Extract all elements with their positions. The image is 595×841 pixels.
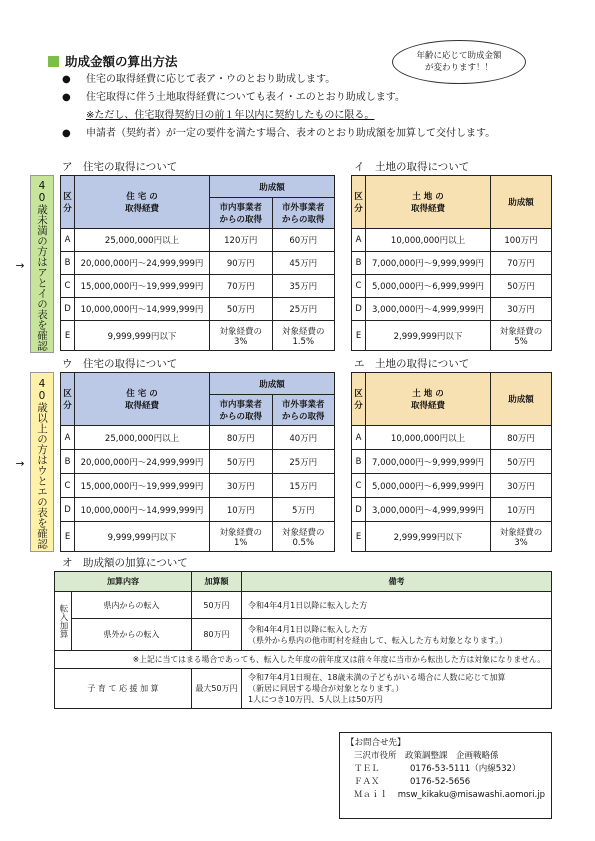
header-cost: 土 地 の 取得経費 <box>366 176 491 229</box>
header-amount: 加算額 <box>192 572 242 592</box>
speech-bubble: 年齢に応じて助成金額 が変わります！！ <box>392 40 526 84</box>
group-label: 転入加算 <box>55 592 72 651</box>
table-row: A 25,000,000円以上 80万円 40万円 <box>61 426 335 450</box>
table-row: A 10,000,000円以上 80万円 <box>352 426 552 450</box>
header-amount: 助成額 <box>491 373 552 426</box>
table-u-label: ウ 住宅の取得について <box>62 358 178 370</box>
list-item: ● 申請者（契約者）が一定の要件を満たす場合、表オのとおり助成額を加算して交付します。 <box>62 128 496 139</box>
table-row: A 25,000,000円以上 120万円 60万円 <box>61 229 335 252</box>
header-kubun: 区分 <box>352 373 366 426</box>
header-cost: 土 地 の 取得経費 <box>366 373 491 426</box>
table-row: D 3,000,000円～4,999,999円 10万円 <box>352 498 552 522</box>
table-row: C 5,000,000円～6,999,999円 30万円 <box>352 474 552 498</box>
table-row: B 20,000,000円～24,999,999円 50万円 25万円 <box>61 450 335 474</box>
page-title: 助成金額の算出方法 <box>48 52 178 70</box>
header-kubun: 区分 <box>61 373 75 426</box>
table-row: D 10,000,000円～14,999,999円 50万円 25万円 <box>61 298 335 321</box>
contact-tel: ＴＥＬ 0176-53-5111（内線532） <box>354 764 521 774</box>
table-u <box>60 372 335 552</box>
contact-mail[interactable]: Ｍａｉｌ msw_kikaku@misawashi.aomori.jp <box>354 790 545 800</box>
table-row: B 7,000,000円～9,999,999円 70万円 <box>352 252 552 275</box>
header-note: 備考 <box>242 572 552 592</box>
contact-box <box>339 732 552 819</box>
header-kubun: 区分 <box>61 176 75 229</box>
bullet-note: ※ただし、住宅取得契約日の前１年以内に契約したものに限る。 <box>86 110 375 121</box>
header-in: 市内事業者 からの取得 <box>210 198 273 229</box>
table-e <box>351 372 552 552</box>
contact-title: 【お問合せ先】 <box>346 738 406 748</box>
table-e-label: エ 土地の取得について <box>354 358 470 370</box>
table-row: 子 育 て 応 援 加 算 最大50万円 令和7年4月1日現在、18歳未満の子どもがいる場合に人数に応じて加算 （新居に同居する場合が対象となります。） 1人につき10万円、5人以上は50万円 <box>55 669 552 709</box>
header-out: 市外事業者 からの取得 <box>272 198 335 229</box>
table-row: E 2,999,999円以下 対象経費の 3% <box>352 522 552 552</box>
side-label-under40: 40歳未満の方はアとイの表を確認→ <box>30 175 54 353</box>
header-amount: 助成額 <box>210 373 335 395</box>
table-o-label: オ 助成額の加算について <box>62 557 188 569</box>
table-row: B 20,000,000円～24,999,999円 90万円 45万円 <box>61 252 335 275</box>
table-row: E 9,999,999円以下 対象経費の 3% 対象経費の 1.5% <box>61 321 335 351</box>
table-row: C 5,000,000円～6,999,999円 50万円 <box>352 275 552 298</box>
header-in: 市内事業者 からの取得 <box>210 395 273 426</box>
table-row: B 7,000,000円～9,999,999円 50万円 <box>352 450 552 474</box>
table-a-label: ア 住宅の取得について <box>62 161 178 173</box>
footnote: ※上記に当てはまる場合であっても、転入した年度の前年度又は前々年度に当市から転出した方は対象になりません。 <box>55 651 552 669</box>
table-row: A 10,000,000円以上 100万円 <box>352 229 552 252</box>
table-o <box>54 571 552 709</box>
header-out: 市外事業者 からの取得 <box>272 395 335 426</box>
header-content: 加算内容 <box>55 572 192 592</box>
header-cost: 住 宅 の 取得経費 <box>75 373 210 426</box>
table-i <box>351 175 552 351</box>
contact-office: 三沢市役所 政策調整課 企画戦略係 <box>354 751 499 761</box>
table-row: D 3,000,000円～4,999,999円 30万円 <box>352 298 552 321</box>
table-row: E 9,999,999円以下 対象経費の 1% 対象経費の 0.5% <box>61 522 335 552</box>
green-square-icon <box>48 56 59 67</box>
bullet-list <box>62 71 495 143</box>
table-a <box>60 175 335 351</box>
table-row <box>55 651 552 669</box>
contact-fax: ＦＡＸ 0176-52-5656 <box>354 777 471 787</box>
list-item: ● 住宅取得に伴う土地取得経費についても表イ・エのとおり助成します。 <box>62 92 405 103</box>
table-i-label: イ 土地の取得について <box>354 161 470 173</box>
header-amount: 助成額 <box>491 176 552 229</box>
list-item: ● 住宅の取得経費に応じて表ア・ウのとおり助成します。 <box>62 74 336 85</box>
header-kubun: 区分 <box>352 176 366 229</box>
table-row: E 2,999,999円以下 対象経費の 5% <box>352 321 552 351</box>
table-row: C 15,000,000円～19,999,999円 70万円 35万円 <box>61 275 335 298</box>
table-row: 県外からの転入 80万円 令和4年4月1日以降に転入した方 （県外から県内の他市町村を経由して、転入した方も対象となります。） <box>55 619 552 651</box>
table-row: D 10,000,000円～14,999,999円 10万円 5万円 <box>61 498 335 522</box>
header-cost: 住 宅 の 取得経費 <box>75 176 210 229</box>
table-row: 転入加算 県内からの転入 50万円 令和4年4月1日以降に転入した方 <box>55 592 552 619</box>
side-label-over40: 40歳以上の方はウとエの表を確認→ <box>30 372 54 552</box>
header-amount: 助成額 <box>210 176 335 198</box>
table-row: C 15,000,000円～19,999,999円 30万円 15万円 <box>61 474 335 498</box>
